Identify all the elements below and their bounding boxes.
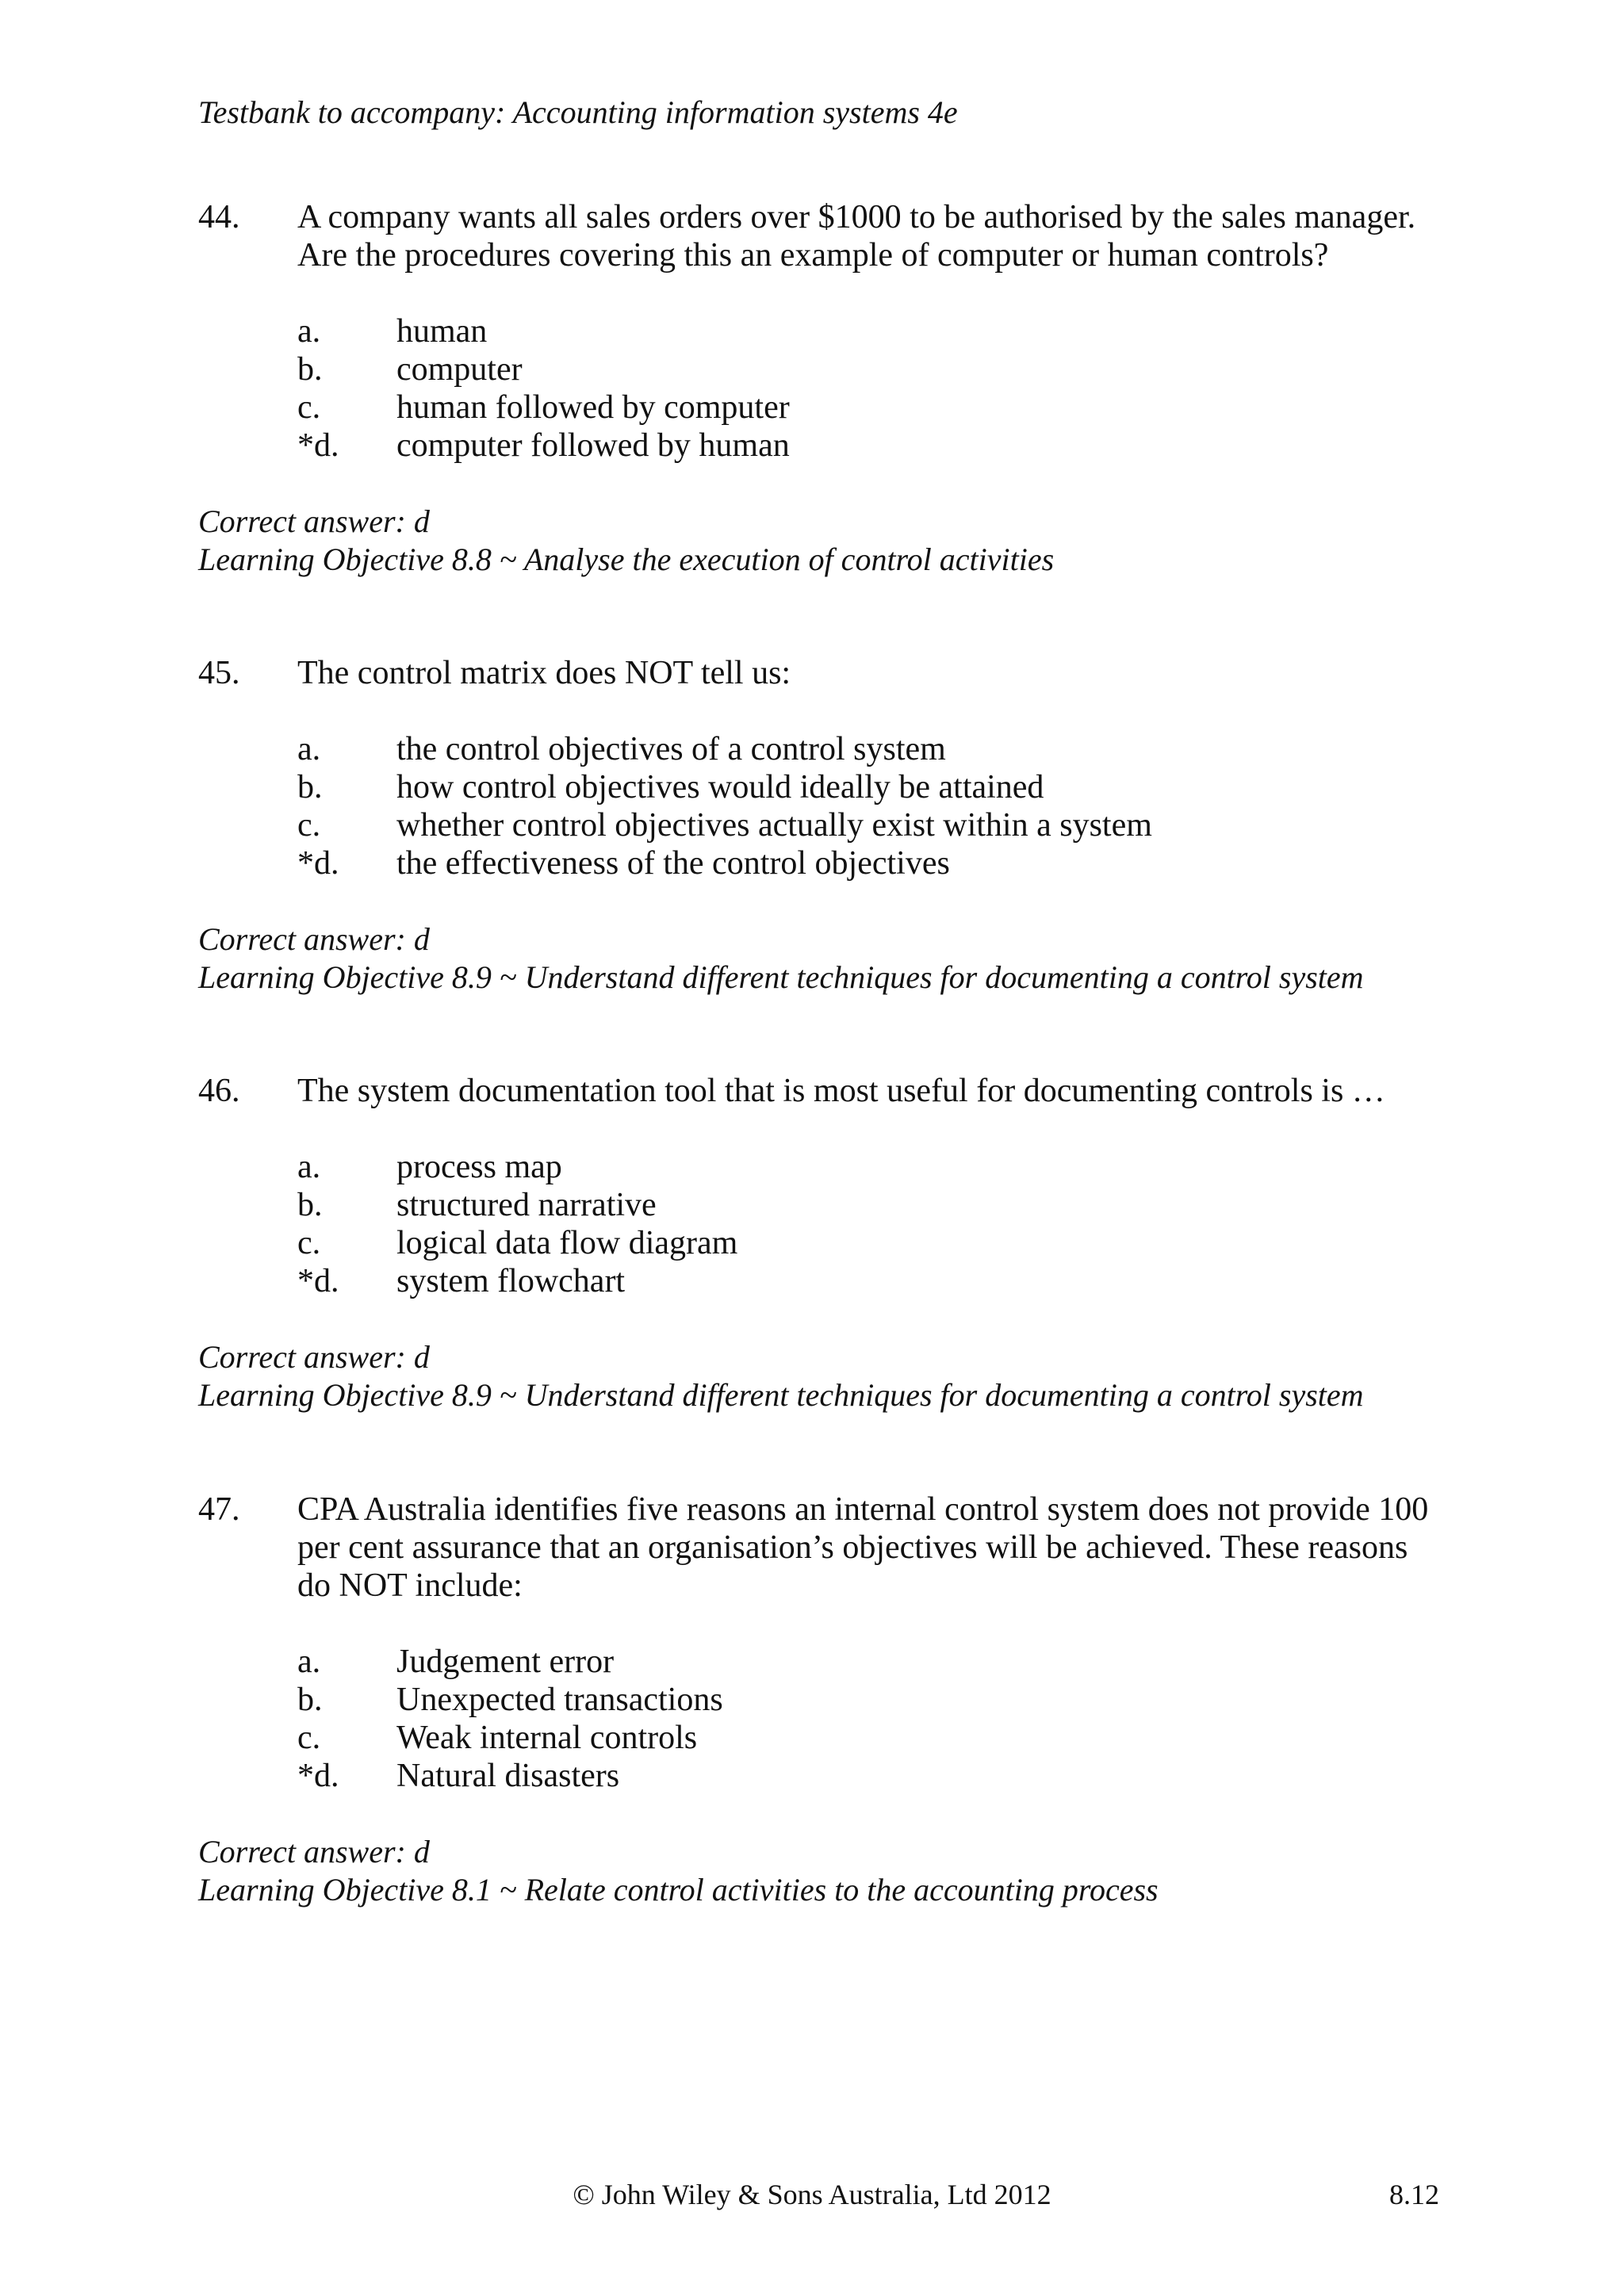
option-text: structured narrative bbox=[396, 1187, 657, 1223]
option-text: Weak internal controls bbox=[396, 1720, 698, 1756]
option-text: Unexpected transactions bbox=[396, 1682, 723, 1718]
page-number: 8.12 bbox=[1389, 2179, 1439, 2210]
option-letter: c. bbox=[297, 807, 321, 844]
option-b bbox=[297, 768, 1435, 806]
correct-answer: Correct answer: d bbox=[198, 1339, 430, 1375]
option-letter: a. bbox=[297, 731, 321, 767]
option-a bbox=[297, 1643, 1435, 1681]
option-letter: b. bbox=[297, 1682, 323, 1718]
answer-block bbox=[198, 1338, 1435, 1414]
question-number: 46. bbox=[198, 1073, 240, 1109]
question-46 bbox=[198, 1072, 1435, 1414]
option-c bbox=[297, 388, 1435, 427]
learning-objective: Learning Objective 8.9 ~ Understand different techniques for documenting a control system bbox=[198, 959, 1364, 995]
option-d bbox=[297, 1262, 1435, 1300]
options-list bbox=[297, 1643, 1435, 1795]
running-header: Testbank to accompany: Accounting information systems 4e bbox=[198, 94, 958, 130]
option-b bbox=[297, 1186, 1435, 1224]
question-number: 47. bbox=[198, 1491, 240, 1528]
question-text: CPA Australia identifies five reasons an internal control system does not provide 100 per cent assurance that an organisation’s objectives will be achieved. These reasons do NOT include: bbox=[297, 1491, 1429, 1604]
option-text: the control objectives of a control system bbox=[396, 731, 946, 767]
correct-answer: Correct answer: d bbox=[198, 503, 430, 539]
option-letter: b. bbox=[297, 1187, 323, 1223]
option-text: human bbox=[396, 313, 488, 350]
question-47 bbox=[198, 1490, 1435, 1909]
option-letter: *d. bbox=[297, 427, 339, 464]
option-text: computer bbox=[396, 351, 523, 388]
option-c bbox=[297, 806, 1435, 844]
question-number: 44. bbox=[198, 199, 240, 235]
question-number: 45. bbox=[198, 655, 240, 691]
question-45 bbox=[198, 654, 1435, 997]
option-text: computer followed by human bbox=[396, 427, 790, 464]
answer-block bbox=[198, 1833, 1435, 1909]
option-d bbox=[297, 844, 1435, 882]
option-text: human followed by computer bbox=[396, 389, 790, 426]
option-text: whether control objectives actually exist within a system bbox=[396, 807, 1152, 844]
option-text: Judgement error bbox=[396, 1644, 615, 1680]
option-letter: c. bbox=[297, 1720, 321, 1756]
option-a bbox=[297, 1148, 1435, 1186]
learning-objective: Learning Objective 8.1 ~ Relate control activities to the accounting process bbox=[198, 1872, 1159, 1908]
option-letter: c. bbox=[297, 389, 321, 426]
option-letter: *d. bbox=[297, 1758, 339, 1794]
option-text: the effectiveness of the control objectives bbox=[396, 845, 950, 882]
option-text: process map bbox=[396, 1149, 562, 1185]
option-letter: *d. bbox=[297, 845, 339, 882]
options-list bbox=[297, 1148, 1435, 1300]
option-letter: b. bbox=[297, 769, 323, 806]
option-letter: c. bbox=[297, 1225, 321, 1261]
option-text: how control objectives would ideally be attained bbox=[396, 769, 1044, 806]
option-letter: *d. bbox=[297, 1263, 339, 1299]
answer-block bbox=[198, 920, 1435, 997]
learning-objective: Learning Objective 8.9 ~ Understand different techniques for documenting a control system bbox=[198, 1377, 1364, 1413]
option-text: logical data flow diagram bbox=[396, 1225, 738, 1261]
question-text: A company wants all sales orders over $1000 to be authorised by the sales manager. Are the procedures covering this an example of computer or human controls? bbox=[297, 199, 1416, 274]
option-b bbox=[297, 350, 1435, 388]
learning-objective: Learning Objective 8.8 ~ Analyse the execution of control activities bbox=[198, 541, 1055, 577]
option-a bbox=[297, 312, 1435, 350]
question-text: The control matrix does NOT tell us: bbox=[297, 655, 791, 691]
option-letter: a. bbox=[297, 1644, 321, 1680]
option-c bbox=[297, 1224, 1435, 1262]
option-letter: a. bbox=[297, 313, 321, 350]
option-text: system flowchart bbox=[396, 1263, 626, 1299]
options-list bbox=[297, 312, 1435, 465]
option-d bbox=[297, 1757, 1435, 1795]
option-b bbox=[297, 1681, 1435, 1719]
option-letter: b. bbox=[297, 351, 323, 388]
footer-copyright: © John Wiley & Sons Australia, Ltd 2012 bbox=[573, 2179, 1051, 2210]
option-a bbox=[297, 730, 1435, 768]
option-text: Natural disasters bbox=[396, 1758, 620, 1794]
correct-answer: Correct answer: d bbox=[198, 1834, 430, 1869]
option-d bbox=[297, 427, 1435, 465]
answer-block bbox=[198, 503, 1435, 579]
option-c bbox=[297, 1719, 1435, 1757]
options-list bbox=[297, 730, 1435, 882]
question-text: The system documentation tool that is most useful for documenting controls is … bbox=[297, 1073, 1385, 1109]
correct-answer: Correct answer: d bbox=[198, 921, 430, 957]
option-letter: a. bbox=[297, 1149, 321, 1185]
question-44 bbox=[198, 198, 1435, 579]
